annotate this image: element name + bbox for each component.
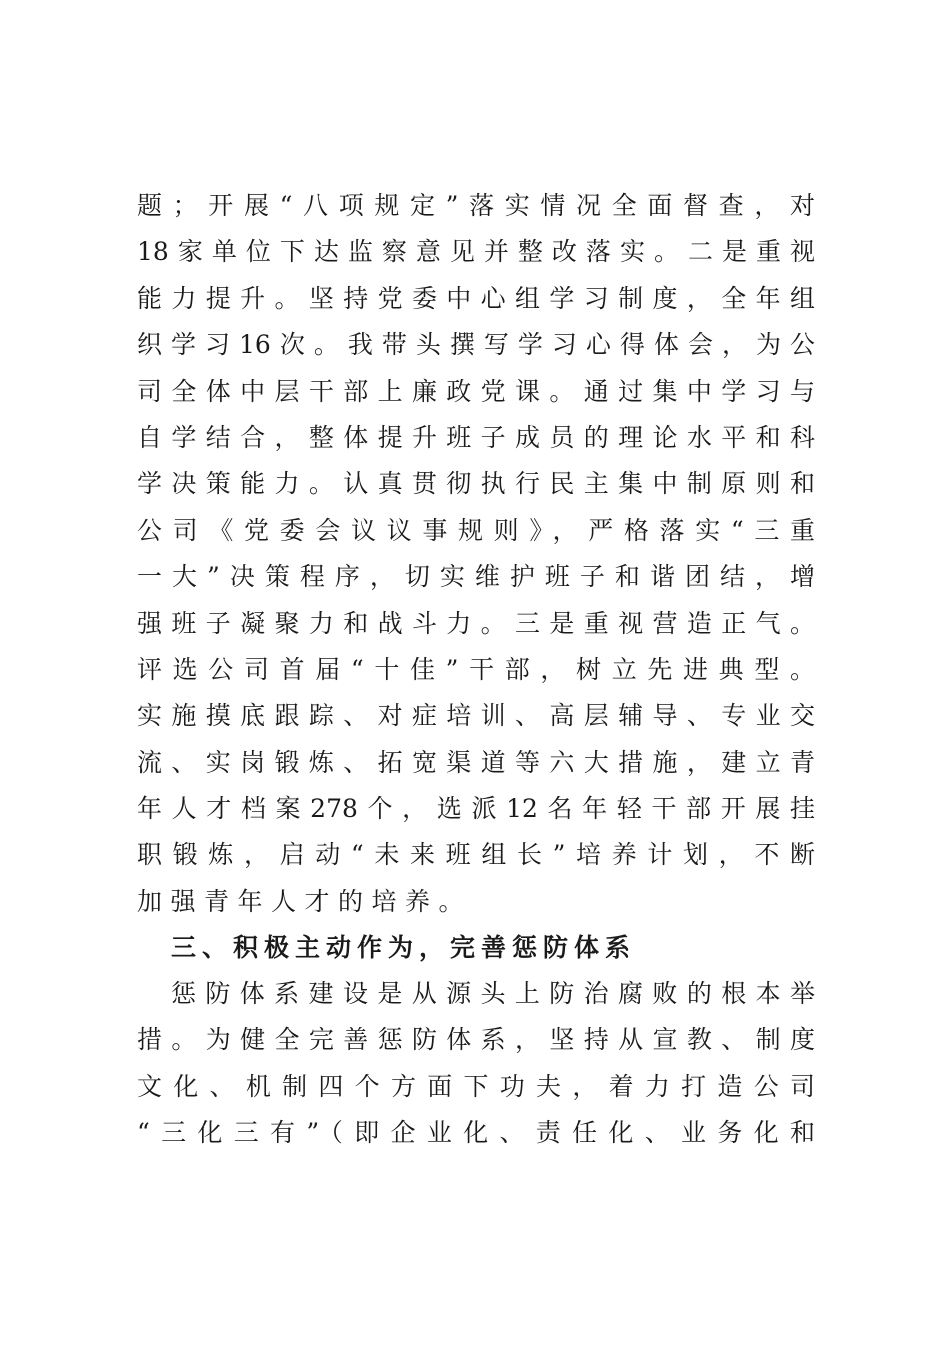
text-line: 学决策能力。认真贯彻执行民主集中制原则和 [137, 469, 815, 499]
text-line: 司全体中层干部上廉政党课。通过集中学习与 [137, 376, 815, 406]
text-line: 评选公司首届“十佳”干部，树立先进典型。 [137, 654, 815, 684]
text-line: 能力提升。坚持党委中心组学习制度，全年组 [137, 283, 815, 313]
text-line: 惩防体系建设是从源头上防治腐败的根本举 [171, 979, 815, 1008]
text-line: 职锻炼，启动“未来班组长”培养计划，不断 [137, 840, 815, 870]
text-line: 措。为健全完善惩防体系，坚持从宣教、制度 [137, 1025, 815, 1055]
text-line: 年人才档案278个，选派12名年轻干部开展挂 [137, 794, 815, 824]
text-line: 织学习16次。我带头撰写学习心得体会，为公 [137, 330, 815, 360]
text-line: 流、实岗锻炼、拓宽渠道等六大措施，建立青 [137, 747, 815, 777]
body-paragraph-1 [137, 183, 815, 972]
body-paragraph-2 [137, 971, 815, 1157]
text-line: 强班子凝聚力和战斗力。三是重视营造正气。 [137, 608, 815, 638]
text-line: 题；开展“八项规定”落实情况全面督查，对 [137, 191, 815, 220]
text-line: 自学结合，整体提升班子成员的理论水平和科 [137, 422, 815, 452]
text-line: “三化三有”（即企业化、责任化、业务化和 [137, 1118, 815, 1148]
text-line: 文化、机制四个方面下功夫，着力打造公司 [137, 1071, 815, 1101]
text-line: 实施摸底跟踪、对症培训、高层辅导、专业交 [137, 701, 815, 731]
text-line: 18家单位下达监察意见并整改落实。二是重视 [137, 237, 815, 267]
text-line: 加强青年人才的培养。 [137, 886, 473, 916]
section-heading: 三、积极主动作为，完善惩防体系 [171, 933, 637, 963]
text-line: 公司《党委会议议事规则》，严格落实“三重 [137, 515, 815, 545]
text-line: 一大”决策程序，切实维护班子和谐团结，增 [137, 562, 815, 592]
